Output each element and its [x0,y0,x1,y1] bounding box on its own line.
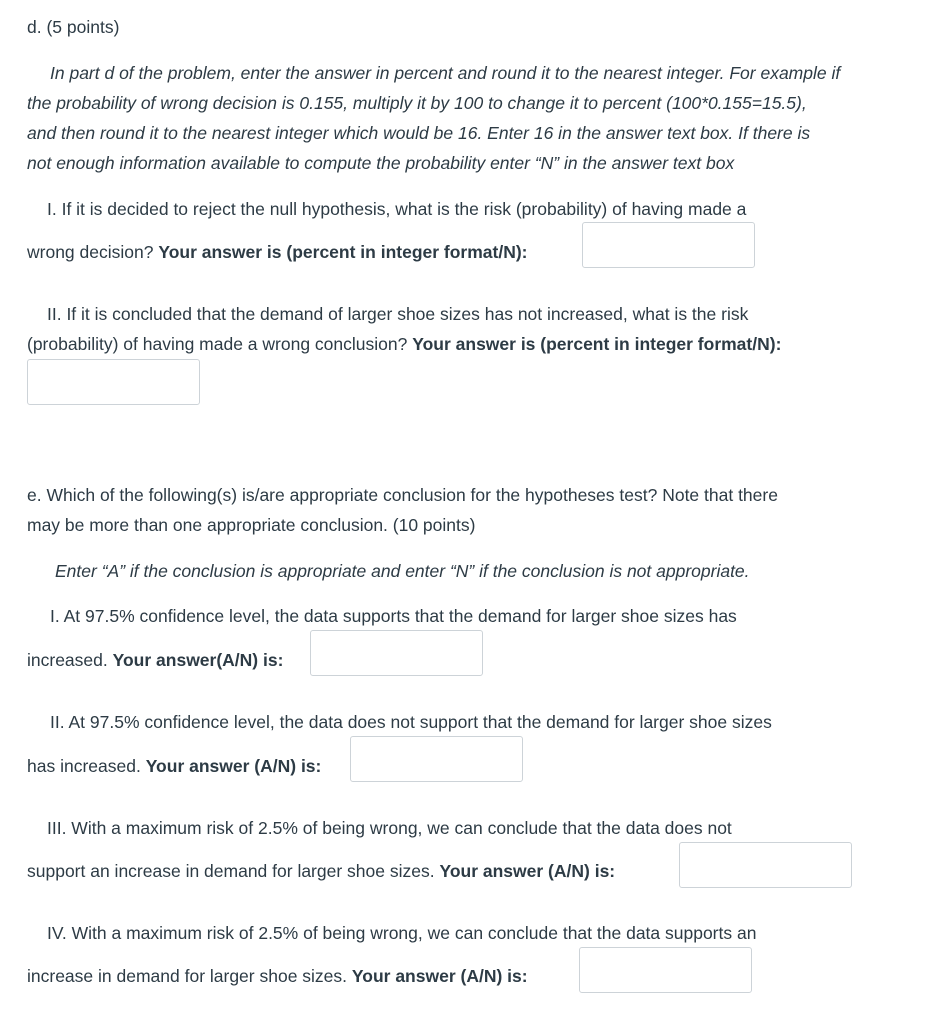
part-e-q1-text-line-2 [27,649,283,671]
part-d-q2-prompt: Your answer is (percent in integer format/N): [412,334,782,354]
part-e-q4-text-line-2 [27,965,528,987]
part-e-q3-text: support an increase in demand for larger shoe sizes. [27,861,440,881]
part-e-q1-text-line-1: I. At 97.5% confidence level, the data supports that the demand for larger shoe sizes has [50,606,737,626]
part-e-q4-text-line-1: IV. With a maximum risk of 2.5% of being wrong, we can conclude that the data supports an [47,923,757,943]
part-d-instruction-line-1: In part d of the problem, enter the answer in percent and round it to the nearest integer. For example if [50,63,841,83]
part-e-q2-answer-input[interactable] [350,736,523,782]
part-e-q2-prompt: Your answer (A/N) is: [145,756,322,776]
part-e-q4-text: increase in demand for larger shoe sizes. [27,966,352,986]
part-e-q3-answer-input[interactable] [679,842,852,888]
part-d-q2-text-line-1: II. If it is concluded that the demand of larger shoe sizes has not increased, what is the risk [47,304,749,324]
part-d-q2-text-line-2 [27,333,781,355]
part-d-instruction-line-3: and then round it to the nearest integer which would be 16. Enter 16 in the answer text box. If there is [27,123,811,143]
part-e-instruction: Enter “A” if the conclusion is appropriate and enter “N” if the conclusion is not appropriate. [55,561,750,581]
part-e-q4-prompt: Your answer (A/N) is: [351,966,528,986]
part-e-q2-text-line-2 [27,755,321,777]
part-d-q2-answer-input[interactable] [27,359,200,405]
part-d-q1-answer-input[interactable] [582,222,755,268]
part-e-q1-prompt: Your answer(A/N) is: [112,650,284,670]
part-e-heading-line-2: may be more than one appropriate conclusion. (10 points) [27,515,476,535]
part-e-q4-answer-input[interactable] [579,947,752,993]
part-e-q2-text: has increased. [27,756,146,776]
part-d-q1-text-line-1: I. If it is decided to reject the null hypothesis, what is the risk (probability) of having made a [47,199,747,219]
part-e-q2-text-line-1: II. At 97.5% confidence level, the data does not support that the demand for larger shoe sizes [50,712,772,732]
part-e-q1-answer-input[interactable] [310,630,483,676]
part-d-q2-text: (probability) of having made a wrong conclusion? [27,334,413,354]
part-d-instruction-line-2: the probability of wrong decision is 0.155, multiply it by 100 to change it to percent (100*0.155=15.5), [27,93,807,113]
part-e-q3-prompt: Your answer (A/N) is: [439,861,616,881]
part-d-instruction-line-4: not enough information available to compute the probability enter “N” in the answer text box [27,153,735,173]
part-e-q1-text: increased. [27,650,113,670]
part-d-q1-text: wrong decision? [27,242,159,262]
part-e-heading-line-1: e. Which of the following(s) is/are appropriate conclusion for the hypotheses test? Note that there [27,485,778,505]
part-d-q1-text-line-2 [27,241,528,263]
part-e-q3-text-line-2 [27,860,615,882]
part-d-heading: d. (5 points) [27,17,120,37]
part-d-q1-prompt: Your answer is (percent in integer format/N): [158,242,528,262]
part-e-q3-text-line-1: III. With a maximum risk of 2.5% of being wrong, we can conclude that the data does not [47,818,732,838]
